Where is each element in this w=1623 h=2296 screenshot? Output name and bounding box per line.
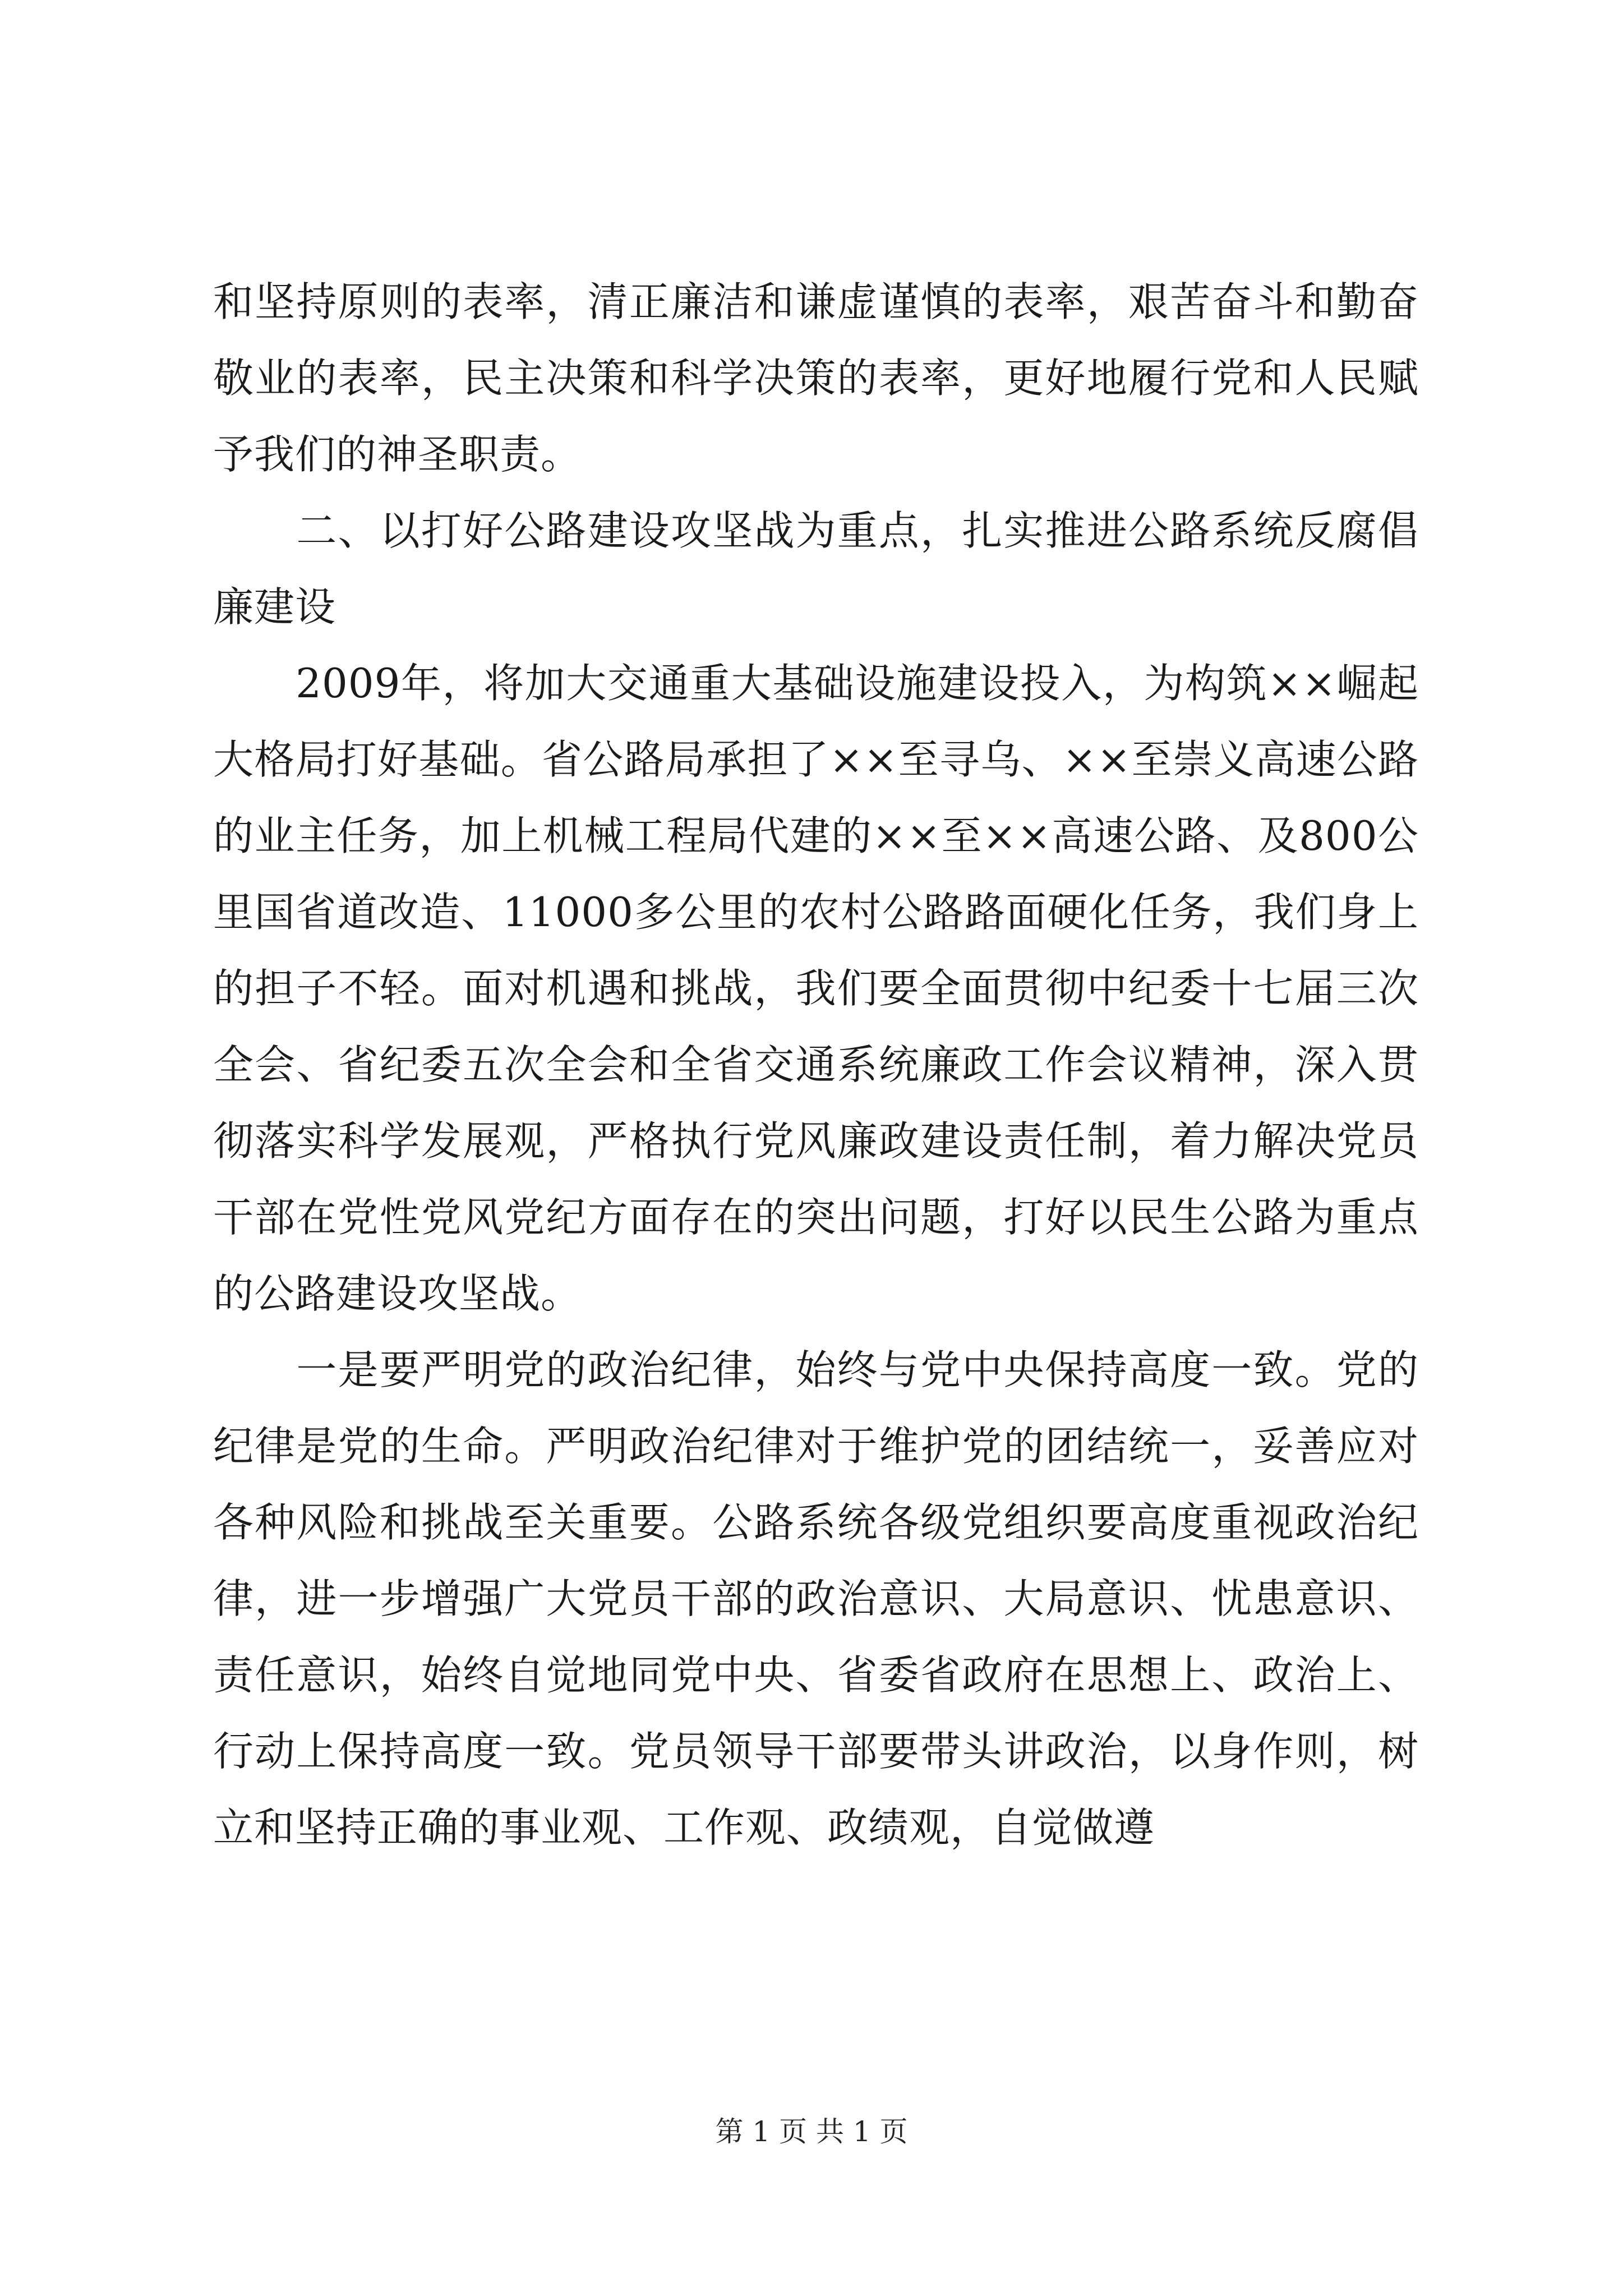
document-body [213, 264, 1419, 1866]
paragraph-2009-plan: 2009年，将加大交通重大基础设施建设投入，为构筑××崛起大格局打好基础。省公路局承担了××至寻乌、××至崇义高速公路的业主任务，加上机械工程局代建的××至××高速公路、及800公里国省道改造、11000多公里的农村公路路面硬化任务，我们身上的担子不轻。面对机遇和挑战，我们要全面贯彻中纪委十七届三次全会、省纪委五次全会和全省交通系统廉政工作会议精神，深入贯彻落实科学发展观，严格执行党风廉政建设责任制，着力解决党员干部在党性党风党纪方面存在的突出问题，打好以民生公路为重点的公路建设攻坚战。 [213, 660, 1419, 1317]
section-heading: 二、以打好公路建设攻坚战为重点，扎实推进公路系统反腐倡廉建设 [213, 507, 1419, 631]
paragraph-continuation: 和坚持原则的表率，清正廉洁和谦虚谨慎的表率，艰苦奋斗和勤奋敬业的表率，民主决策和科学决策的表率，更好地履行党和人民赋予我们的神圣职责。 [213, 278, 1419, 478]
page-number-footer: 第 1 页 共 1 页 [715, 2115, 908, 2148]
paragraph-political-discipline: 一是要严明党的政治纪律，始终与党中央保持高度一致。党的纪律是党的生命。严明政治纪律对于维护党的团结统一，妥善应对各种风险和挑战至关重要。公路系统各级党组织要高度重视政治纪律，进一步增强广大党员干部的政治意识、大局意识、忧患意识、责任意识，始终自觉地同党中央、省委省政府在思想上、政治上、行动上保持高度一致。党员领导干部要带头讲政治，以身作则，树立和坚持正确的事业观、工作观、政绩观，自觉做遵 [213, 1346, 1419, 1851]
